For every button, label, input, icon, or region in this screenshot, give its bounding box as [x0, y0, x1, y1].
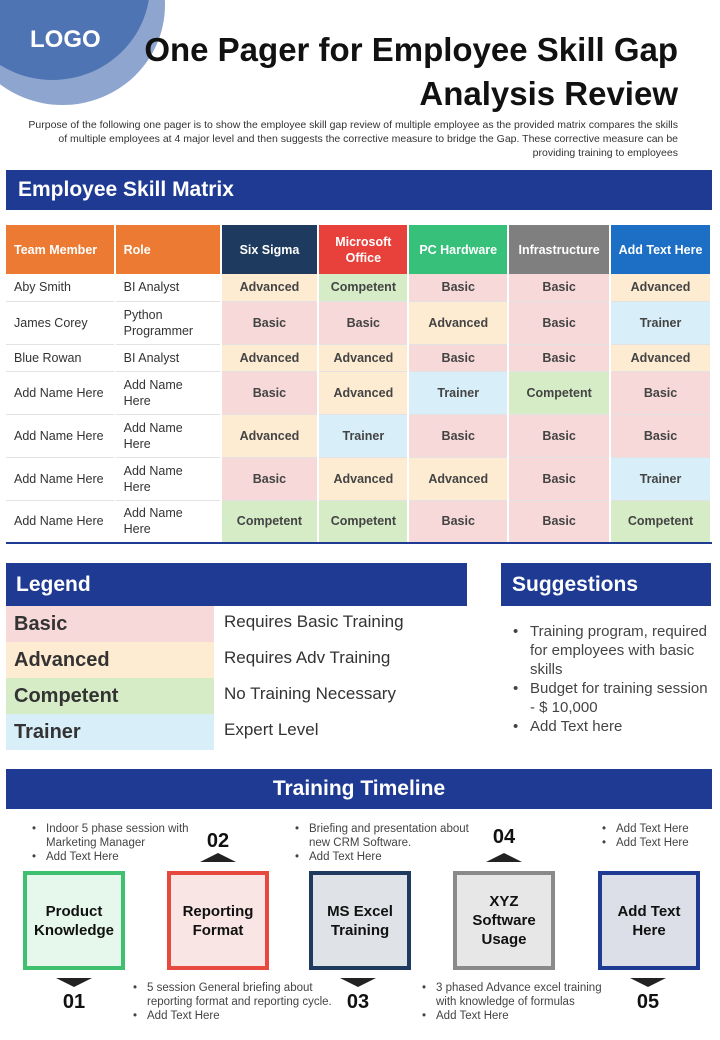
step-04-label: XYZ Software Usage: [472, 893, 536, 948]
skill-level-cell: Basic: [610, 414, 711, 457]
skill-level-cell: Advanced: [318, 457, 408, 500]
legend-description: Requires Adv Training: [224, 648, 391, 667]
team-member-cell: Add Name Here: [6, 371, 115, 414]
table-row: [6, 457, 711, 500]
suggestions-list: [511, 622, 711, 736]
step-04-number: 04: [492, 826, 516, 848]
skill-level-cell: Advanced: [318, 371, 408, 414]
table-row: [6, 414, 711, 457]
step-01-label: Product Knowledge: [33, 902, 114, 939]
role-cell: Python Programmer: [115, 301, 221, 344]
legend-heading: Legend: [6, 563, 467, 606]
table-header-row: [6, 225, 711, 274]
skill-matrix-table: [6, 225, 712, 544]
step-04-notes: [420, 981, 620, 1023]
role-cell: Add Name Here: [115, 371, 221, 414]
step-04-arrow-icon: [486, 853, 522, 862]
note-item: • Add Text Here: [131, 1009, 351, 1023]
skill-level-cell: Advanced: [318, 344, 408, 371]
skill-level-cell: Basic: [508, 414, 610, 457]
column-header: Microsoft Office: [318, 225, 408, 274]
skill-level-cell: Competent: [318, 274, 408, 301]
step-05-arrow-icon: [630, 978, 666, 987]
skill-level-cell: Advanced: [610, 344, 711, 371]
table-row: [6, 371, 711, 414]
table-row: [6, 274, 711, 301]
step-03-notes: [293, 822, 493, 864]
team-member-cell: Add Name Here: [6, 457, 115, 500]
step-02-notes: [131, 981, 351, 1023]
table-row: [6, 500, 711, 543]
suggestion-item: • Budget for training session - $ 10,000: [511, 679, 711, 717]
note-item: • Add Text Here: [600, 822, 712, 836]
step-05-label: Add Text Here: [617, 902, 681, 939]
skill-level-cell: Basic: [508, 457, 610, 500]
column-header: Infrastructure: [508, 225, 610, 274]
skill-level-cell: Basic: [221, 371, 319, 414]
skill-level-cell: Competent: [221, 500, 319, 543]
step-02-number: 02: [206, 830, 230, 852]
step-02-box: [167, 871, 269, 970]
legend-row: [6, 606, 468, 642]
note-item: • 3 phased Advance excel training with knowledge of formulas: [420, 981, 620, 1009]
training-timeline-heading: Training Timeline: [6, 769, 712, 809]
note-item: • Add Text Here: [30, 850, 210, 864]
suggestion-item: • Add Text here: [511, 717, 711, 736]
skill-level-cell: Advanced: [408, 301, 508, 344]
note-item: • Indoor 5 phase session with Marketing Manager: [30, 822, 210, 850]
team-member-cell: Blue Rowan: [6, 344, 115, 371]
table-row: [6, 344, 711, 371]
column-header: Role: [115, 225, 221, 274]
skill-level-cell: Competent: [610, 500, 711, 543]
suggestions-heading: Suggestions: [501, 563, 711, 606]
skill-level-cell: Trainer: [610, 457, 711, 500]
skill-level-cell: Competent: [508, 371, 610, 414]
skill-level-cell: Trainer: [408, 371, 508, 414]
role-cell: Add Name Here: [115, 414, 221, 457]
step-05-notes: [600, 822, 712, 850]
skill-level-cell: Advanced: [221, 414, 319, 457]
skill-level-cell: Basic: [408, 500, 508, 543]
legend-level: Basic: [6, 606, 214, 642]
team-member-cell: Add Name Here: [6, 500, 115, 543]
step-01-arrow-icon: [56, 978, 92, 987]
legend-level: Trainer: [6, 714, 214, 750]
legend-description: No Training Necessary: [224, 684, 396, 703]
column-header: Add Text Here: [610, 225, 711, 274]
role-cell: Add Name Here: [115, 457, 221, 500]
column-header: PC Hardware: [408, 225, 508, 274]
note-item: • Add Text Here: [420, 1009, 620, 1023]
step-04-box: [453, 871, 555, 970]
legend-row: [6, 642, 468, 678]
skill-level-cell: Advanced: [221, 344, 319, 371]
role-cell: Add Name Here: [115, 500, 221, 543]
role-cell: BI Analyst: [115, 344, 221, 371]
step-03-label: MS Excel Training: [327, 902, 393, 939]
team-member-cell: James Corey: [6, 301, 115, 344]
skill-level-cell: Advanced: [221, 274, 319, 301]
note-item: • Briefing and presentation about new CRM Software.: [293, 822, 493, 850]
skill-level-cell: Advanced: [408, 457, 508, 500]
skill-level-cell: Basic: [221, 457, 319, 500]
legend-level: Advanced: [6, 642, 214, 678]
table-row: [6, 301, 711, 344]
step-01-number: 01: [62, 991, 86, 1013]
step-02-arrow-icon: [200, 853, 236, 862]
legend-description: Requires Basic Training: [224, 612, 404, 631]
skill-level-cell: Basic: [318, 301, 408, 344]
page-title: One Pager for Employee Skill Gap Analysis Review: [144, 31, 678, 112]
note-item: • Add Text Here: [600, 836, 712, 850]
column-header: Team Member: [6, 225, 115, 274]
legend-description: Expert Level: [224, 720, 319, 739]
skill-level-cell: Basic: [610, 371, 711, 414]
skill-level-cell: Basic: [221, 301, 319, 344]
legend-row: [6, 678, 468, 714]
skill-level-cell: Basic: [408, 344, 508, 371]
suggestion-item: • Training program, required for employees with basic skills: [511, 622, 711, 679]
skill-matrix-heading: Employee Skill Matrix: [6, 170, 712, 210]
skill-level-cell: Advanced: [610, 274, 711, 301]
skill-level-cell: Basic: [508, 500, 610, 543]
skill-level-cell: Basic: [408, 414, 508, 457]
column-header: Six Sigma: [221, 225, 319, 274]
note-item: • Add Text Here: [293, 850, 493, 864]
step-05-box: [598, 871, 700, 970]
skill-level-cell: Trainer: [318, 414, 408, 457]
legend-row: [6, 714, 468, 750]
skill-level-cell: Trainer: [610, 301, 711, 344]
step-01-notes: [30, 822, 210, 864]
logo: LOGO: [30, 26, 101, 53]
legend-level: Competent: [6, 678, 214, 714]
step-03-number: 03: [346, 991, 370, 1013]
role-cell: BI Analyst: [115, 274, 221, 301]
team-member-cell: Add Name Here: [6, 414, 115, 457]
team-member-cell: Aby Smith: [6, 274, 115, 301]
skill-level-cell: Competent: [318, 500, 408, 543]
skill-level-cell: Basic: [408, 274, 508, 301]
skill-level-cell: Basic: [508, 274, 610, 301]
step-03-box: [309, 871, 411, 970]
note-item: • 5 session General briefing about reporting format and reporting cycle.: [131, 981, 351, 1009]
purpose-text: Purpose of the following one pager is to show the employee skill gap review of multiple employee as the provided matrix compares the skills of multiple employees at 4 major level and then suggests the corrective measure to bridge the Gap. These corrective measure can be providing training to employees: [28, 119, 678, 159]
step-02-label: Reporting Format: [182, 902, 254, 939]
skill-level-cell: Basic: [508, 344, 610, 371]
skill-level-cell: Basic: [508, 301, 610, 344]
step-05-number: 05: [636, 991, 660, 1013]
step-01-box: [23, 871, 125, 970]
